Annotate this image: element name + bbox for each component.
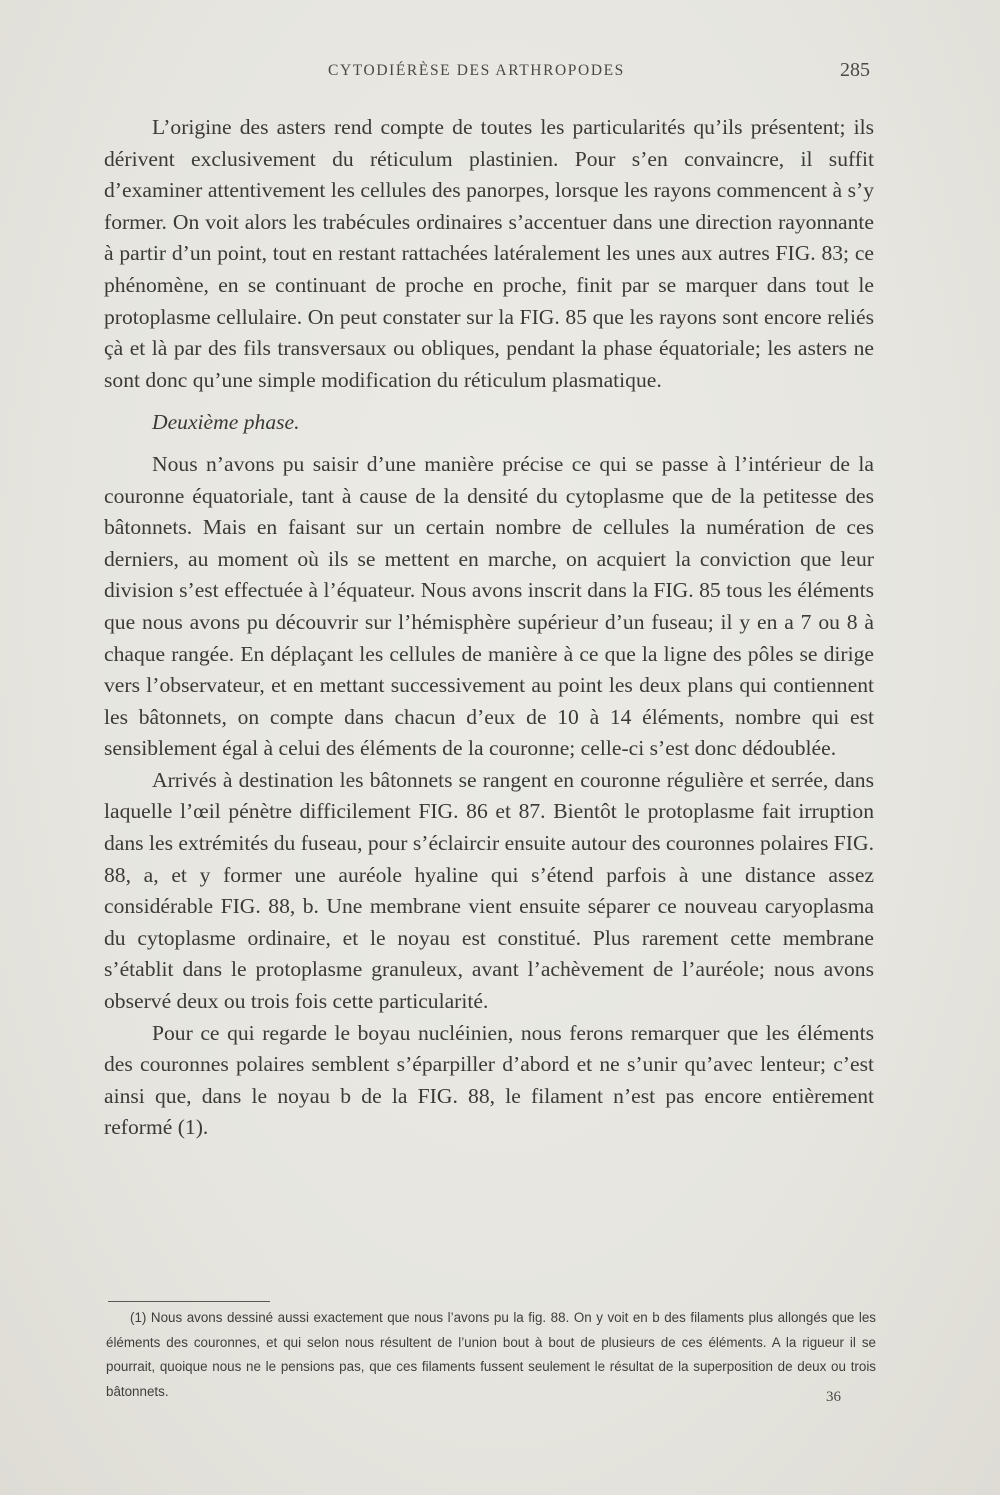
page-header (0, 59, 1000, 92)
running-title: CYTODIÉRÈSE DES ARTHROPODES (328, 62, 625, 79)
signature-mark: 36 (826, 1389, 841, 1405)
paragraph-3: Arrivés à destination les bâtonnets se rangent en couronne régulière et serrée, dans laquelle l’œil pénètre difficilement FIG. 86 et 87. Bientôt le protoplasme fait irruption dans les extrémités du fuseau, pour s’éclaircir ensuite autour des couronnes polaires FIG. 88, a, et y former une auréole hyaline qui s’étend parfois à une distance assez considérable FIG. 88, b. Une membrane vient ensuite séparer ce nouveau caryoplasma du cytoplasme ordinaire, et le noyau est constitué. Plus rarement cette membrane s’établit dans le protoplasme granuleux, avant l’achèvement de l’auréole; nous avons observé deux ou trois fois cette particularité. (104, 767, 874, 1014)
paragraph-1: L’origine des asters rend compte de toutes les particularités qu’ils présentent; ils dérivent exclusivement du réticulum plastinien. Pour s’en convaincre, il suffit d’examiner attentivement les cellules des panorpes, lorsque les rayons commencent à s’y former. On voit alors les trabécules ordinaires s’accentuer dans une direction rayonnante à partir d’un point, tout en restant rattachées latéralement les unes aux autres FIG. 83; ce phénomène, en se continuant de proche en proche, finit par se marquer dans tout le protoplasme cellulaire. On peut constater sur la FIG. 85 que les rayons sont encore reliés çà et là par des fils transversaux ou obliques, pendant la phase équatoriale; les asters ne sont donc qu’une simple modification du réticulum plasmatique. (104, 115, 874, 392)
paragraph-4: Pour ce qui regarde le boyau nucléinien, nous ferons remarquer que les éléments des couronnes polaires semblent s’éparpiller d’abord et ne s’unir qu’avec lenteur; c’est ainsi que, dans le noyau b de la FIG. 88, le filament n’est pas encore entièrement reformé (1). (104, 1020, 874, 1140)
footnote: (1) Nous avons dessiné aussi exactement que nous l’avons pu la fig. 88. On y voit en b des filaments plus allongés que les éléments des couronnes, et qui selon nous résultent de l’union bout à bout de plusieurs de ces éléments. A la rigueur il se pourrait, quoique nous ne le pensions pas, que ces filaments fussent seulement le résultat de la superposition de deux ou trois bâtonnets. (106, 1310, 876, 1399)
body-text (104, 112, 874, 1144)
paragraph-2: Nous n’avons pu saisir d’une manière précise ce qui se passe à l’intérieur de la couronne équatoriale, tant à cause de la densité du cytoplasme que de la petitesse des bâtonnets. Mais en faisant sur un certain nombre de cellules la numération de ces derniers, au moment où ils se mettent en marche, on acquiert la conviction que leur division s’est effectuée à l’équateur. Nous avons inscrit dans la FIG. 85 tous les éléments que nous avons pu découvrir sur l’hémisphère supérieur d’un fuseau; il y en a 7 ou 8 à chaque rangée. En déplaçant les cellules de manière à ce que la ligne des pôles se dirige vers l’observateur, et en mettant successivement au point les deux plans qui contiennent les bâtonnets, on compte dans chacun d’eux de 10 à 14 éléments, nombre qui est sensiblement égal à celui des éléments de la couronne; celle-ci s’est donc dédoublée. (104, 451, 874, 761)
page-number: 285 (840, 59, 870, 81)
section-heading: Deuxième phase. (152, 410, 300, 435)
footnote-rule (108, 1301, 270, 1302)
